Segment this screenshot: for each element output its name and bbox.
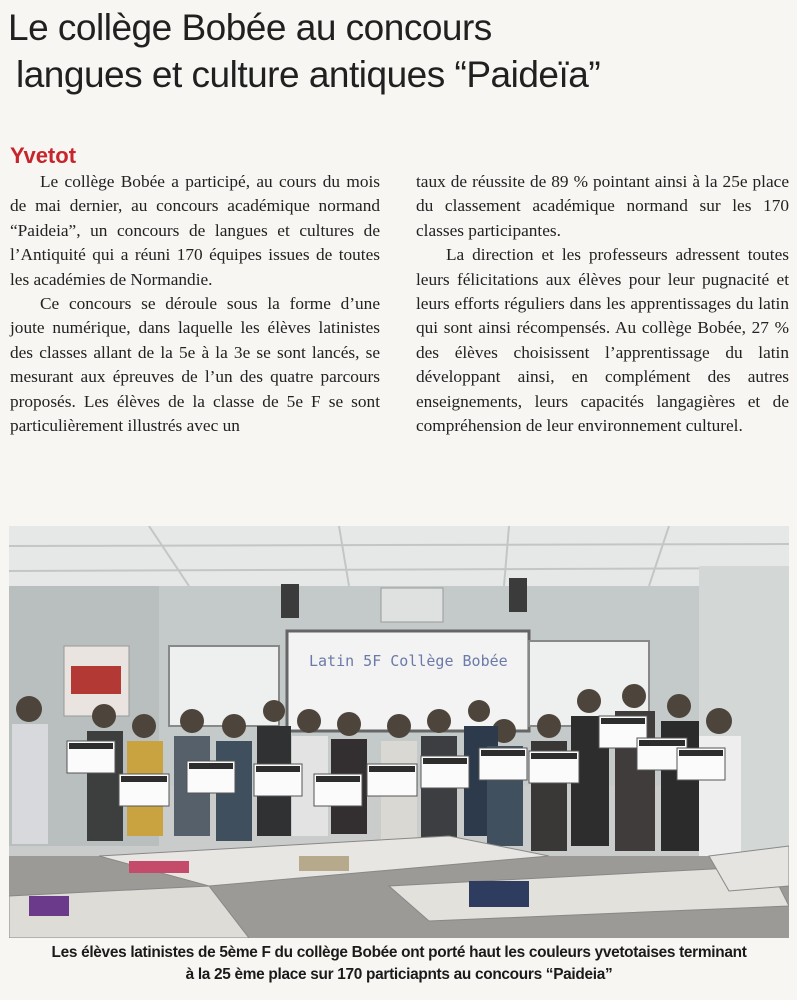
article-column-left xyxy=(10,170,380,438)
caption-line-2: à la 25 ème place sur 170 particiapnts au concours “Paideia” xyxy=(185,966,613,983)
board-writing: Latin 5F Collège Bobée xyxy=(309,652,508,670)
photo-caption xyxy=(9,942,789,986)
class-photo xyxy=(9,526,789,938)
paragraph-2 xyxy=(10,292,380,438)
paragraph-1-text: Le collège Bobée a participé, au cours du mois de mai dernier, au concours académique normand “Paideia”, un concours de langues et cultures de l’Antiquité qui a réuni 170 équipes issues de toutes les académies de Normandie. xyxy=(10,172,380,289)
headline xyxy=(8,4,793,98)
article-column-right xyxy=(416,170,789,438)
headline-line-1: Le collège Bobée au concours xyxy=(8,7,492,48)
paragraph-4 xyxy=(416,243,789,438)
paragraph-2-text: Ce concours se déroule sous la forme d’une joute numérique, dans laquelle les élèves latinistes des classes allant de la 5e à la 3e se sont lancés, se mesurant aux épreuves de l’un des quatre parcours proposés. Les élèves de la classe de 5e F se sont particulièrement illustrés avec un xyxy=(10,294,380,436)
paragraph-1 xyxy=(10,170,380,292)
dateline-city: Yvetot xyxy=(10,143,77,168)
class-photo-illustration xyxy=(9,526,789,938)
paragraph-3-text: taux de réussite de 89 % pointant ainsi à la 25e place du classement académique normand sur les 170 classes participantes. xyxy=(416,172,789,240)
paragraph-4-text: La direction et les professeurs adressent toutes leurs félicitations aux élèves pour leur pugnacité et leurs efforts réguliers dans les apprentissages du latin qui sont ainsi récompensés. Au collège Bobée, 27 % des élèves choisissent l’apprentissage du latin développant ainsi, en complément des autres enseignements, leurs capacités langagières et de compréhension de leur environnement culturel. xyxy=(416,245,789,436)
paragraph-3 xyxy=(416,170,789,243)
headline-line-2: langues et culture antiques “Paideïa” xyxy=(16,54,601,95)
caption-line-1: Les élèves latinistes de 5ème F du collège Bobée ont porté haut les couleurs yvetotaises terminant xyxy=(51,944,747,961)
